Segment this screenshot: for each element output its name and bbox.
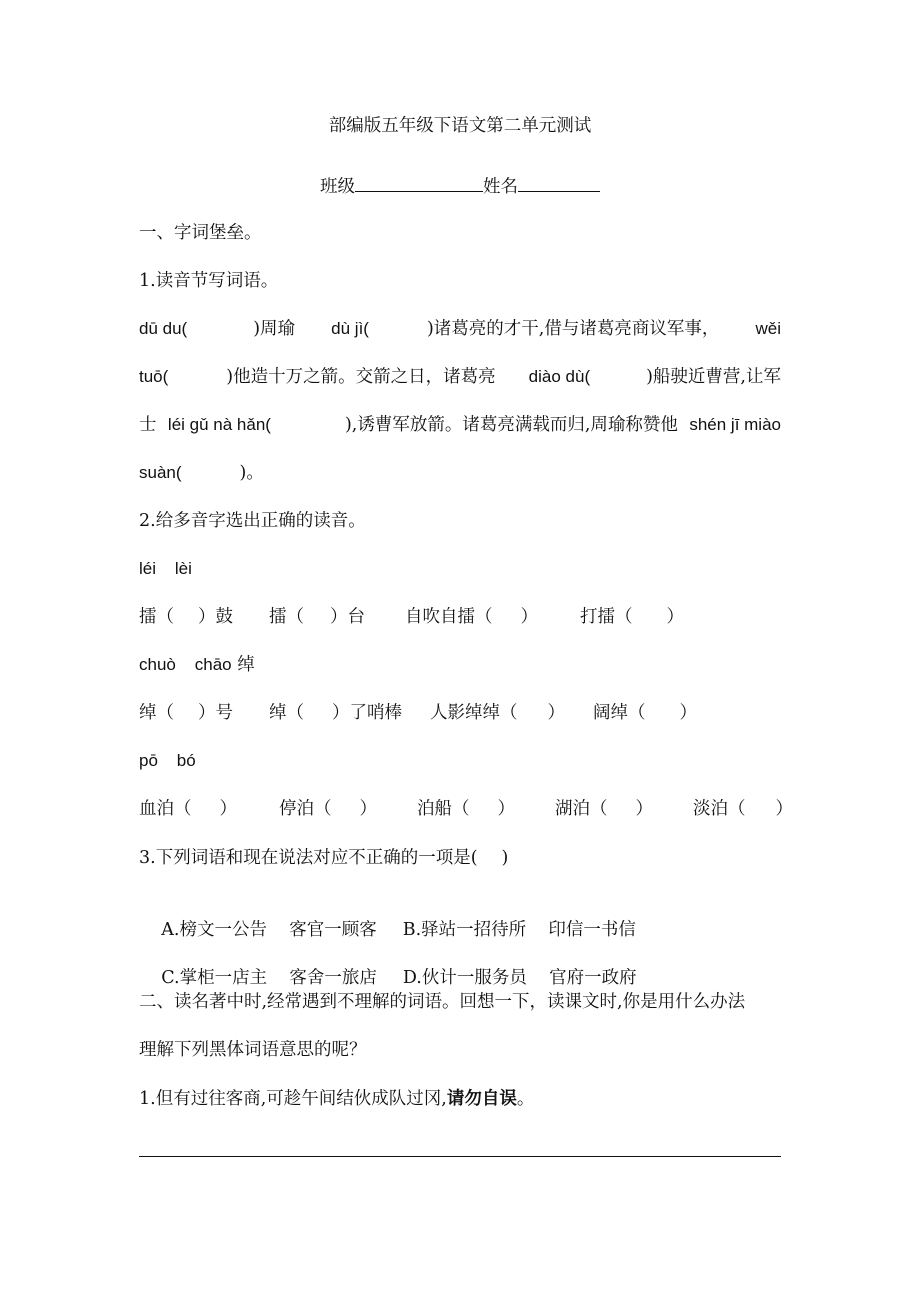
q2-group1-pinyin: léi lèi xyxy=(139,559,192,578)
class-field[interactable] xyxy=(355,173,483,192)
q2-group2-pinyin: chuò chāo 绰 xyxy=(139,655,255,675)
q2-group3-pinyin: pō bó xyxy=(139,751,196,770)
q2-group1-items: 擂（ ）鼓 擂（ ）台 自吹自擂（ ） 打擂（ ） xyxy=(139,607,684,627)
bold-term: 请勿自误 xyxy=(446,1089,517,1109)
q3-option-a[interactable]: A.榜文一公告 客官一顾客 xyxy=(161,920,377,940)
section2-q1: 1.但有过往客商,可趁午间结伙成队过冈,请勿自误。 xyxy=(139,1089,535,1109)
section1-heading: 一、字词堡垒。 xyxy=(139,223,262,243)
q1-line1: dū du( )周瑜 dù jì( )诸葛亮的才干,借与诸葛亮商议军事， wěi xyxy=(139,319,781,339)
answer-line[interactable] xyxy=(139,1156,781,1157)
class-label: 班级 xyxy=(320,177,355,197)
q3-option-c[interactable]: C.掌柜一店主 客舍一旅店 xyxy=(161,968,377,988)
q3-option-d[interactable]: D.伙计一服务员 官府一政府 xyxy=(402,968,637,988)
page-title: 部编版五年级下语文第二单元测试 xyxy=(328,116,592,136)
q3-option-b[interactable]: B.驿站一招待所 印信一书信 xyxy=(402,920,636,940)
q2-group3-items: 血泊（ ） 停泊（ ） 泊船（ ） 湖泊（ ） 淡泊（ ） xyxy=(139,799,793,819)
q1-line3: 士 léi gǔ nà hǎn( ),诱曹军放箭。诸葛亮满载而归,周瑜称赞他 shén jī miào xyxy=(139,415,781,435)
name-field[interactable] xyxy=(518,173,600,192)
q2-group2-items: 绰（ ）号 绰（ ）了哨棒 人影绰绰（ ） 阔绰（ ） xyxy=(139,703,697,723)
q1-heading: 1.读音节写词语。 xyxy=(139,271,279,291)
q2-heading: 2.给多音字选出正确的读音。 xyxy=(139,511,366,531)
student-info xyxy=(0,173,920,199)
q3-heading: 3.下列词语和现在说法对应不正确的一项是( ) xyxy=(139,848,509,868)
name-label: 姓名 xyxy=(483,177,518,197)
q1-line2: tuō( )他造十万之箭。交箭之日，诸葛亮 diào dù( )船驶近曹营,让军 xyxy=(139,367,781,387)
section2-heading-line1: 二、读名著中时,经常遇到不理解的词语。回想一下，读课文时,你是用什么办法 xyxy=(139,992,746,1012)
section2-heading-line2: 理解下列黑体词语意思的呢？ xyxy=(139,1040,367,1060)
q1-line4: suàn( )。 xyxy=(139,463,264,483)
